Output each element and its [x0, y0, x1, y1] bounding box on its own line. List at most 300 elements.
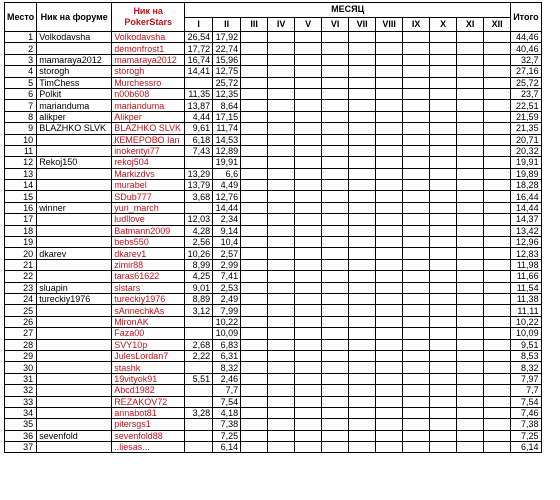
total-cell: 11,11: [511, 305, 541, 316]
header-month-VIII: VIII: [376, 17, 403, 32]
month-11-cell: [457, 328, 484, 339]
table-row: [5, 339, 542, 350]
total-cell: 13,42: [511, 225, 541, 236]
month-6-cell: [322, 202, 349, 213]
pokerstars-nick-cell: JulesLordan7: [112, 350, 185, 361]
place-cell: 16: [5, 202, 37, 213]
total-cell: 14,44: [511, 202, 541, 213]
month-2-cell: 7,54: [213, 396, 241, 407]
month-3-cell: [241, 248, 268, 259]
month-12-cell: [484, 54, 511, 65]
month-9-cell: [403, 32, 430, 43]
month-8-cell: [376, 373, 403, 384]
month-1-cell: 10,26: [185, 248, 213, 259]
month-2-cell: 10,4: [213, 237, 241, 248]
header-pokerstars-nick: Ник на PokerStars: [112, 3, 185, 32]
table-row: [5, 134, 542, 145]
month-2-cell: 12,89: [213, 145, 241, 156]
month-8-cell: [376, 88, 403, 99]
month-1-cell: [185, 157, 213, 168]
pokerstars-nick-cell: storogh: [112, 66, 185, 77]
month-4-cell: [268, 385, 295, 396]
month-2-cell: 7,7: [213, 385, 241, 396]
month-11-cell: [457, 100, 484, 111]
month-9-cell: [403, 373, 430, 384]
month-7-cell: [349, 202, 376, 213]
place-cell: 22: [5, 271, 37, 282]
month-12-cell: [484, 191, 511, 202]
month-6-cell: [322, 66, 349, 77]
place-cell: 19: [5, 237, 37, 248]
month-9-cell: [403, 350, 430, 361]
month-9-cell: [403, 407, 430, 418]
table-row: [5, 385, 542, 396]
total-cell: 20,32: [511, 145, 541, 156]
pokerstars-nick-cell: REZAKOV72: [112, 396, 185, 407]
month-4-cell: [268, 407, 295, 418]
month-5-cell: [295, 214, 322, 225]
month-5-cell: [295, 373, 322, 384]
table-row: [5, 282, 542, 293]
table-row: [5, 180, 542, 191]
month-4-cell: [268, 88, 295, 99]
header-month-III: III: [241, 17, 268, 32]
month-2-cell: 17,92: [213, 32, 241, 43]
pokerstars-nick-cell: marianduma: [112, 100, 185, 111]
pokerstars-nick-cell: mamaraya2012: [112, 54, 185, 65]
month-6-cell: [322, 373, 349, 384]
forum-nick-cell: [37, 442, 112, 453]
month-9-cell: [403, 339, 430, 350]
pokerstars-nick-cell: rekoj504: [112, 157, 185, 168]
month-8-cell: [376, 362, 403, 373]
total-cell: 7,46: [511, 407, 541, 418]
month-2-cell: 9,14: [213, 225, 241, 236]
month-3-cell: [241, 373, 268, 384]
month-1-cell: 3,68: [185, 191, 213, 202]
month-12-cell: [484, 100, 511, 111]
month-1-cell: 3,12: [185, 305, 213, 316]
table-row: [5, 32, 542, 43]
month-4-cell: [268, 191, 295, 202]
place-cell: 33: [5, 396, 37, 407]
pokerstars-nick-cell: sAnnechkAs: [112, 305, 185, 316]
month-7-cell: [349, 339, 376, 350]
table-row: [5, 430, 542, 441]
month-11-cell: [457, 134, 484, 145]
forum-nick-cell: [37, 271, 112, 282]
month-2-cell: 14,44: [213, 202, 241, 213]
header-month-VI: VI: [322, 17, 349, 32]
month-9-cell: [403, 396, 430, 407]
month-4-cell: [268, 202, 295, 213]
place-cell: 1: [5, 32, 37, 43]
month-6-cell: [322, 305, 349, 316]
month-8-cell: [376, 214, 403, 225]
month-4-cell: [268, 54, 295, 65]
month-6-cell: [322, 419, 349, 430]
month-5-cell: [295, 157, 322, 168]
month-1-cell: 13,79: [185, 180, 213, 191]
leaderboard-table: [4, 2, 542, 453]
place-cell: 36: [5, 430, 37, 441]
place-cell: 6: [5, 88, 37, 99]
month-10-cell: [430, 202, 457, 213]
month-3-cell: [241, 396, 268, 407]
month-1-cell: 6,18: [185, 134, 213, 145]
header-month-XI: XI: [457, 17, 484, 32]
place-cell: 8: [5, 111, 37, 122]
month-3-cell: [241, 339, 268, 350]
month-4-cell: [268, 225, 295, 236]
month-12-cell: [484, 225, 511, 236]
total-cell: 7,25: [511, 430, 541, 441]
month-5-cell: [295, 32, 322, 43]
month-6-cell: [322, 328, 349, 339]
month-7-cell: [349, 385, 376, 396]
header-month-X: X: [430, 17, 457, 32]
month-2-cell: 12,76: [213, 191, 241, 202]
month-3-cell: [241, 214, 268, 225]
month-11-cell: [457, 77, 484, 88]
total-cell: 40,46: [511, 43, 541, 54]
month-9-cell: [403, 248, 430, 259]
month-6-cell: [322, 111, 349, 122]
place-cell: 13: [5, 168, 37, 179]
month-10-cell: [430, 248, 457, 259]
month-4-cell: [268, 77, 295, 88]
table-row: [5, 214, 542, 225]
month-4-cell: [268, 350, 295, 361]
month-8-cell: [376, 225, 403, 236]
month-1-cell: 2,56: [185, 237, 213, 248]
month-7-cell: [349, 123, 376, 134]
month-6-cell: [322, 157, 349, 168]
month-11-cell: [457, 373, 484, 384]
month-11-cell: [457, 385, 484, 396]
month-2-cell: 6,14: [213, 442, 241, 453]
place-cell: 5: [5, 77, 37, 88]
month-5-cell: [295, 100, 322, 111]
total-cell: 11,38: [511, 293, 541, 304]
month-1-cell: 4,44: [185, 111, 213, 122]
total-cell: 7,38: [511, 419, 541, 430]
table-row: [5, 157, 542, 168]
month-8-cell: [376, 328, 403, 339]
month-11-cell: [457, 293, 484, 304]
month-2-cell: 14,53: [213, 134, 241, 145]
month-6-cell: [322, 259, 349, 270]
place-cell: 20: [5, 248, 37, 259]
month-6-cell: [322, 282, 349, 293]
month-9-cell: [403, 316, 430, 327]
month-9-cell: [403, 328, 430, 339]
month-9-cell: [403, 134, 430, 145]
month-6-cell: [322, 430, 349, 441]
month-12-cell: [484, 293, 511, 304]
month-3-cell: [241, 157, 268, 168]
month-1-cell: [185, 430, 213, 441]
month-10-cell: [430, 385, 457, 396]
month-3-cell: [241, 111, 268, 122]
pokerstars-nick-cell: Batmann2009: [112, 225, 185, 236]
forum-nick-cell: BLAZHKO SLVK: [37, 123, 112, 134]
month-5-cell: [295, 350, 322, 361]
month-4-cell: [268, 100, 295, 111]
month-4-cell: [268, 362, 295, 373]
month-7-cell: [349, 419, 376, 430]
forum-nick-cell: sluapin: [37, 282, 112, 293]
total-cell: 19,91: [511, 157, 541, 168]
month-10-cell: [430, 407, 457, 418]
header-month: МЕСЯЦ: [185, 3, 511, 18]
month-1-cell: [185, 202, 213, 213]
month-5-cell: [295, 180, 322, 191]
month-4-cell: [268, 157, 295, 168]
month-3-cell: [241, 88, 268, 99]
month-3-cell: [241, 328, 268, 339]
month-12-cell: [484, 237, 511, 248]
forum-nick-cell: alikper: [37, 111, 112, 122]
month-11-cell: [457, 407, 484, 418]
month-7-cell: [349, 396, 376, 407]
month-3-cell: [241, 180, 268, 191]
month-9-cell: [403, 66, 430, 77]
month-8-cell: [376, 54, 403, 65]
month-7-cell: [349, 32, 376, 43]
table-row: [5, 362, 542, 373]
month-4-cell: [268, 134, 295, 145]
month-9-cell: [403, 419, 430, 430]
month-6-cell: [322, 271, 349, 282]
header-month-VII: VII: [349, 17, 376, 32]
month-9-cell: [403, 157, 430, 168]
month-4-cell: [268, 419, 295, 430]
month-10-cell: [430, 123, 457, 134]
month-2-cell: 19,91: [213, 157, 241, 168]
month-5-cell: [295, 77, 322, 88]
forum-nick-cell: [37, 385, 112, 396]
month-3-cell: [241, 362, 268, 373]
total-cell: 44,46: [511, 32, 541, 43]
table-row: [5, 305, 542, 316]
month-9-cell: [403, 77, 430, 88]
month-8-cell: [376, 430, 403, 441]
total-cell: 21,59: [511, 111, 541, 122]
month-1-cell: [185, 328, 213, 339]
month-7-cell: [349, 237, 376, 248]
month-10-cell: [430, 88, 457, 99]
forum-nick-cell: [37, 362, 112, 373]
month-11-cell: [457, 282, 484, 293]
month-5-cell: [295, 66, 322, 77]
month-12-cell: [484, 168, 511, 179]
pokerstars-nick-cell: MironAK: [112, 316, 185, 327]
month-9-cell: [403, 180, 430, 191]
month-1-cell: [185, 77, 213, 88]
month-11-cell: [457, 43, 484, 54]
month-1-cell: [185, 442, 213, 453]
month-8-cell: [376, 442, 403, 453]
forum-nick-cell: [37, 225, 112, 236]
month-5-cell: [295, 225, 322, 236]
month-8-cell: [376, 396, 403, 407]
month-7-cell: [349, 248, 376, 259]
month-3-cell: [241, 100, 268, 111]
pokerstars-nick-cell: Alikper: [112, 111, 185, 122]
month-7-cell: [349, 111, 376, 122]
month-5-cell: [295, 293, 322, 304]
month-3-cell: [241, 191, 268, 202]
forum-nick-cell: storogh: [37, 66, 112, 77]
month-2-cell: 6,83: [213, 339, 241, 350]
month-7-cell: [349, 430, 376, 441]
month-2-cell: 2,49: [213, 293, 241, 304]
month-3-cell: [241, 259, 268, 270]
month-3-cell: [241, 237, 268, 248]
month-7-cell: [349, 66, 376, 77]
month-8-cell: [376, 293, 403, 304]
header-month-XII: XII: [484, 17, 511, 32]
month-9-cell: [403, 237, 430, 248]
month-4-cell: [268, 339, 295, 350]
pokerstars-nick-cell: ..liesas...: [112, 442, 185, 453]
month-8-cell: [376, 123, 403, 134]
month-10-cell: [430, 419, 457, 430]
month-11-cell: [457, 396, 484, 407]
place-cell: 30: [5, 362, 37, 373]
month-12-cell: [484, 396, 511, 407]
month-12-cell: [484, 32, 511, 43]
month-11-cell: [457, 350, 484, 361]
month-10-cell: [430, 66, 457, 77]
place-cell: 10: [5, 134, 37, 145]
month-7-cell: [349, 157, 376, 168]
month-6-cell: [322, 214, 349, 225]
month-2-cell: 22,74: [213, 43, 241, 54]
month-10-cell: [430, 100, 457, 111]
pokerstars-nick-cell: slstars: [112, 282, 185, 293]
month-11-cell: [457, 259, 484, 270]
month-2-cell: 6,31: [213, 350, 241, 361]
month-1-cell: [185, 362, 213, 373]
month-5-cell: [295, 305, 322, 316]
month-1-cell: 4,28: [185, 225, 213, 236]
month-11-cell: [457, 442, 484, 453]
forum-nick-cell: winner: [37, 202, 112, 213]
pokerstars-nick-cell: n00b608: [112, 88, 185, 99]
month-1-cell: 2,68: [185, 339, 213, 350]
table-row: [5, 248, 542, 259]
month-7-cell: [349, 168, 376, 179]
place-cell: 26: [5, 316, 37, 327]
month-12-cell: [484, 134, 511, 145]
month-12-cell: [484, 259, 511, 270]
total-cell: 22,51: [511, 100, 541, 111]
month-9-cell: [403, 88, 430, 99]
forum-nick-cell: [37, 407, 112, 418]
month-10-cell: [430, 442, 457, 453]
month-3-cell: [241, 54, 268, 65]
table-row: [5, 145, 542, 156]
pokerstars-nick-cell: inokentyi77: [112, 145, 185, 156]
total-cell: 12,83: [511, 248, 541, 259]
month-7-cell: [349, 134, 376, 145]
total-cell: 25,72: [511, 77, 541, 88]
forum-nick-cell: [37, 373, 112, 384]
month-9-cell: [403, 168, 430, 179]
month-5-cell: [295, 282, 322, 293]
month-6-cell: [322, 77, 349, 88]
place-cell: 15: [5, 191, 37, 202]
forum-nick-cell: Rekoj150: [37, 157, 112, 168]
month-11-cell: [457, 157, 484, 168]
month-9-cell: [403, 442, 430, 453]
month-8-cell: [376, 271, 403, 282]
month-6-cell: [322, 100, 349, 111]
pokerstars-nick-cell: sevenfold88: [112, 430, 185, 441]
month-5-cell: [295, 362, 322, 373]
month-7-cell: [349, 316, 376, 327]
month-8-cell: [376, 237, 403, 248]
place-cell: 21: [5, 259, 37, 270]
forum-nick-cell: [37, 168, 112, 179]
total-cell: 10,22: [511, 316, 541, 327]
month-10-cell: [430, 191, 457, 202]
place-cell: 32: [5, 385, 37, 396]
month-7-cell: [349, 77, 376, 88]
place-cell: 11: [5, 145, 37, 156]
pokerstars-nick-cell: BLAZHKO SLVK: [112, 123, 185, 134]
month-10-cell: [430, 305, 457, 316]
month-12-cell: [484, 77, 511, 88]
month-1-cell: 5,51: [185, 373, 213, 384]
month-1-cell: 8,89: [185, 293, 213, 304]
month-1-cell: 26,54: [185, 32, 213, 43]
month-11-cell: [457, 202, 484, 213]
total-cell: 9,51: [511, 339, 541, 350]
month-9-cell: [403, 293, 430, 304]
month-9-cell: [403, 54, 430, 65]
month-4-cell: [268, 111, 295, 122]
month-12-cell: [484, 123, 511, 134]
month-9-cell: [403, 362, 430, 373]
month-2-cell: 2,53: [213, 282, 241, 293]
month-5-cell: [295, 111, 322, 122]
total-cell: 7,54: [511, 396, 541, 407]
forum-nick-cell: dkarev: [37, 248, 112, 259]
month-6-cell: [322, 54, 349, 65]
month-10-cell: [430, 43, 457, 54]
month-10-cell: [430, 271, 457, 282]
pokerstars-nick-cell: tureckiy1976: [112, 293, 185, 304]
month-2-cell: 4,49: [213, 180, 241, 191]
month-12-cell: [484, 339, 511, 350]
month-1-cell: 12,03: [185, 214, 213, 225]
month-1-cell: 14,41: [185, 66, 213, 77]
month-12-cell: [484, 214, 511, 225]
month-2-cell: 11,74: [213, 123, 241, 134]
month-11-cell: [457, 168, 484, 179]
pokerstars-nick-cell: SVY10p: [112, 339, 185, 350]
header-total: Итого: [511, 3, 541, 32]
month-6-cell: [322, 191, 349, 202]
month-7-cell: [349, 225, 376, 236]
table-row: [5, 293, 542, 304]
pokerstars-nick-cell: annabot81: [112, 407, 185, 418]
place-cell: 23: [5, 282, 37, 293]
month-1-cell: 9,01: [185, 282, 213, 293]
